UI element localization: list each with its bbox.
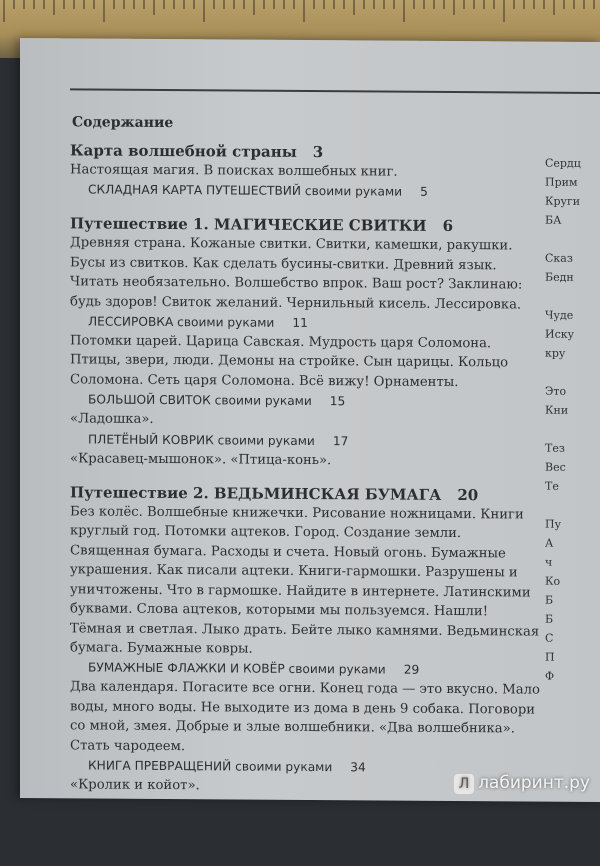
cutoff-line: А bbox=[545, 536, 554, 550]
labirint-logo-icon: Л bbox=[454, 774, 474, 794]
cutoff-line bbox=[545, 363, 600, 382]
cutoff-line: Кни bbox=[545, 403, 569, 417]
cutoff-line: С bbox=[545, 631, 554, 645]
entry-description: Потомки царей. Царица Савская. Мудрость царя Соломона. Птицы, звери, люди. Демоны на стройке. Сын царицы. Кольцо Соломона. Сеть царя Соломона. Всё вижу! Орнаменты. bbox=[70, 333, 509, 390]
diy-page-number: 17 bbox=[332, 433, 349, 448]
cutoff-line: кру bbox=[545, 346, 566, 360]
diy-entry bbox=[70, 180, 540, 203]
diy-page-number: 34 bbox=[350, 760, 366, 775]
entry-description: «Кролик и койот». bbox=[70, 777, 200, 794]
diy-title: БУМАЖНЫЕ ФЛАЖКИ И КОВЁР своими руками bbox=[88, 660, 386, 677]
entry-description: «Красавец-мышонок». «Птица-конь». bbox=[70, 450, 332, 468]
cutoff-line: Это bbox=[545, 384, 567, 398]
header-rule bbox=[70, 88, 600, 93]
section-title-text: Путешествие 3. ПТИЦА, СЕРДЦЕ И РАЁК bbox=[70, 809, 438, 831]
entry-description: Настоящая магия. В поисках волшебных книг. bbox=[70, 162, 398, 180]
cutoff-line: П bbox=[545, 650, 555, 664]
cutoff-line: Чуде bbox=[545, 308, 574, 322]
entry-text bbox=[70, 502, 540, 661]
cutoff-line: Пу bbox=[545, 517, 562, 531]
diy-title: БОЛЬШОЙ СВИТОК своими руками bbox=[88, 392, 312, 409]
cutoff-line: Сердц bbox=[545, 156, 581, 170]
entry-description: Без колёс. Волшебные книжечки. Рисование ножницами. Книги круглый год. Потомки ацтеков. Город. Создание земли. Священная бумага. Расходы и счета. Новый огонь. Бумажные украшения. Как писали ацтеки. Книги-гармошки. Разрушены и уничтожены. Что в гармошке. Найдите в интернете. Латинскими буквами. Слова ацтеков, которыми мы пользуемся. Нашли! Тёмная и светлая. Лыко драть. Бейте лыко камнями. Ведьминская бумага. Бумажные ковры. bbox=[70, 504, 540, 657]
section-page-number: 3 bbox=[312, 143, 324, 162]
cutoff-line: БА bbox=[545, 213, 562, 227]
diy-title: ЛЕССИРОВКА своими руками bbox=[88, 314, 275, 330]
cutoff-line: Круги bbox=[545, 194, 581, 208]
entry-text bbox=[70, 678, 540, 759]
cutoff-line: Тез bbox=[545, 441, 565, 455]
cutoff-line: Прим bbox=[545, 175, 578, 189]
book-page bbox=[20, 38, 600, 847]
section-title-text: Карта волшебной страны bbox=[70, 141, 297, 161]
toc-section bbox=[70, 214, 540, 472]
entry-description: Путешествие по Европе. bbox=[70, 830, 243, 847]
entry-description: Два календаря. Погасите все огни. Конец года — это вкусно. Мало воды, много воды. Не выходите из дома в день 9 собака. Поговори со мной, змея. Добрые и злые волшебники. «Два волшебника». Стать чародеем. bbox=[70, 679, 540, 754]
cutoff-line: Ко bbox=[545, 574, 561, 588]
toc-section bbox=[70, 140, 540, 203]
page-heading: Содержание bbox=[72, 114, 174, 132]
entry-text bbox=[70, 331, 540, 393]
section-page-number: 20 bbox=[457, 486, 479, 505]
cutoff-line: Ф bbox=[545, 669, 555, 683]
section-page-number: 38 bbox=[453, 812, 475, 831]
table-of-contents bbox=[70, 140, 540, 865]
right-column-cutoff bbox=[545, 154, 600, 686]
cutoff-line bbox=[545, 287, 600, 306]
ruler-ticks bbox=[0, 0, 600, 40]
toc-section bbox=[70, 809, 540, 852]
cutoff-line: Сказ bbox=[545, 251, 573, 265]
toc-section bbox=[70, 482, 540, 798]
diy-title: СКЛАДНАЯ КАРТА ПУТЕШЕСТВИЙ своими руками bbox=[88, 182, 403, 200]
entry-text bbox=[70, 234, 540, 315]
cutoff-line: Те bbox=[545, 479, 559, 493]
diy-title: ПЛЕТЁНЫЙ КОВРИК своими руками bbox=[88, 432, 315, 448]
diy-title: КНИГА ПРЕВРАЩЕНИЙ своими руками bbox=[88, 758, 333, 775]
cutoff-line: Вес bbox=[545, 460, 566, 474]
entry-description: Древняя страна. Кожаные свитки. Свитки, камешки, ракушки. Бусы из свитков. Как сделать бусины-свитки. Древний язык. Читать необязательно. Волшебство впрок. Ваш рост? Заклинаю: будь здоров! Свиток желаний. Чернильный кисель. Лессировка. bbox=[70, 235, 523, 313]
cutoff-line bbox=[545, 420, 600, 439]
cutoff-line bbox=[545, 230, 600, 249]
entry-description: «Ладошка». bbox=[70, 411, 154, 428]
section-page-number: 6 bbox=[442, 217, 453, 236]
cutoff-line: Иску bbox=[545, 327, 575, 341]
entry-text bbox=[70, 829, 540, 852]
section-title-text: Путешествие 2. ВЕДЬМИНСКАЯ БУМАГА bbox=[70, 483, 442, 504]
entry-text bbox=[70, 449, 540, 472]
diy-page-number: 15 bbox=[329, 394, 346, 409]
diy-page-number: 29 bbox=[403, 662, 420, 678]
cutoff-line: Бедн bbox=[545, 270, 574, 284]
cutoff-line: Б bbox=[545, 593, 554, 607]
section-title-text: Путешествие 1. МАГИЧЕСКИЕ СВИТКИ bbox=[70, 214, 427, 236]
cutoff-line: Б bbox=[545, 612, 554, 626]
labirint-watermark: Л лабиринт.ру bbox=[454, 773, 590, 794]
diy-page-number: 5 bbox=[420, 185, 428, 200]
diy-entry bbox=[70, 429, 540, 452]
cutoff-line: ч bbox=[545, 555, 553, 569]
cutoff-line bbox=[545, 496, 600, 515]
diy-page-number: 11 bbox=[292, 315, 308, 331]
